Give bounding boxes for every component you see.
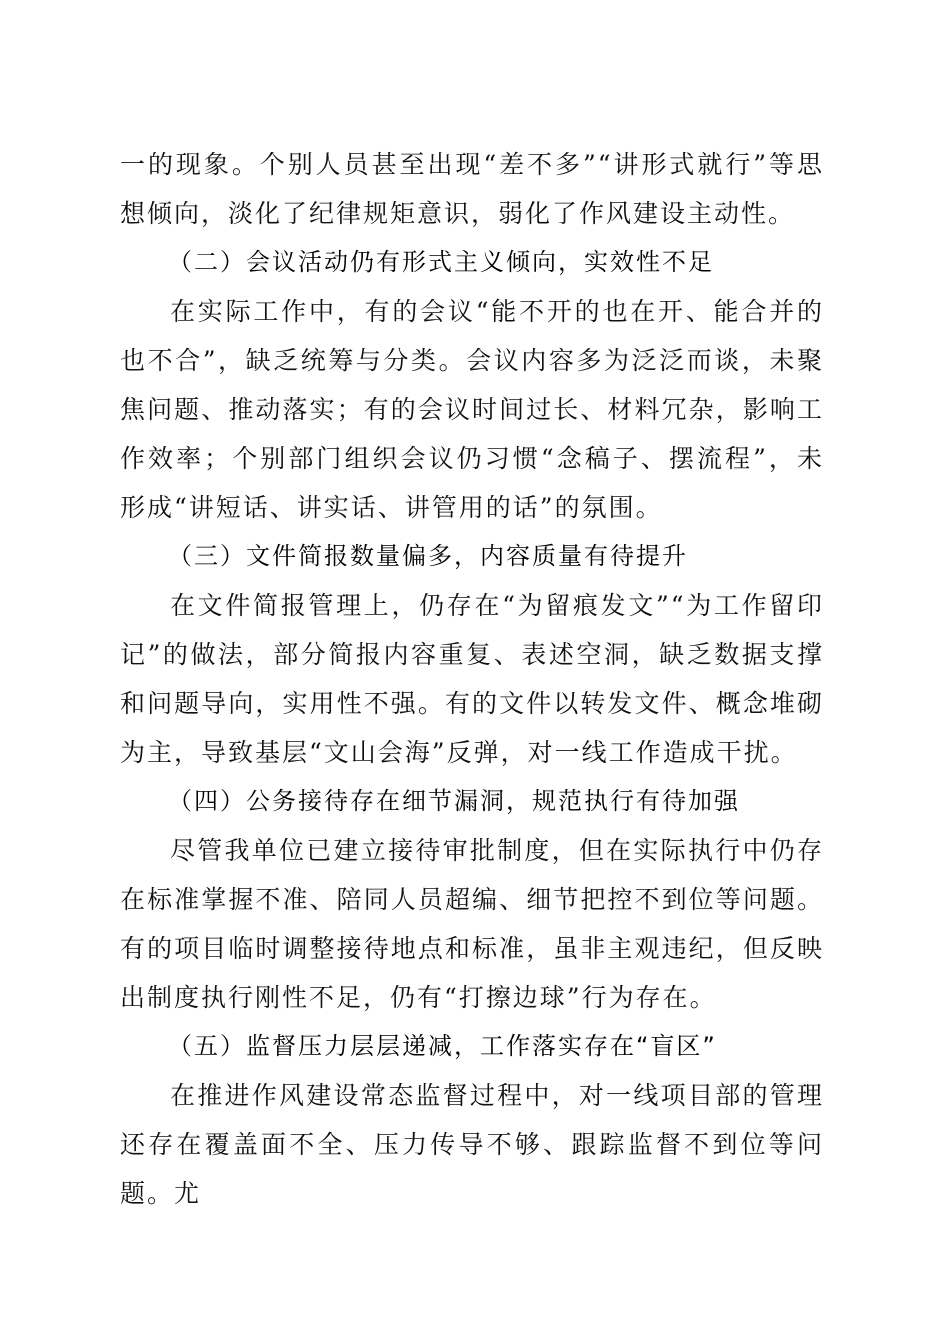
section-heading-4: （四）公务接待存在细节漏洞，规范执行有待加强: [168, 787, 740, 815]
paragraph-supervision: 在推进作风建设常态监督过程中，对一线项目部的管理还存在覆盖面不全、压力传导不够、跟踪监督不到位等问题。尤: [120, 1081, 824, 1208]
paragraph-reception: 尽管我单位已建立接待审批制度，但在实际执行中仍存在标准掌握不准、陪同人员超编、细节把控不到位等问题。有的项目临时调整接待地点和标准，虽非主观违纪，但反映出制度执行刚性不足，仍有“打擦边球”行为存在。: [120, 836, 824, 1012]
document-body: [120, 140, 824, 1218]
paragraph-documents: 在文件简报管理上，仍存在“为留痕发文”“为工作留印记”的做法，部分简报内容重复、表述空洞，缺乏数据支撑和问题导向，实用性不强。有的文件以转发文件、概念堆砌为主，导致基层“文山会海”反弹，对一线工作造成干扰。: [120, 591, 824, 767]
section-heading-3: （三）文件简报数量偏多，内容质量有待提升: [168, 542, 688, 570]
section-heading-5: （五）监督压力层层递减，工作落实存在“盲区”: [168, 1032, 717, 1060]
section-heading-2: （二）会议活动仍有形式主义倾向，实效性不足: [168, 248, 714, 276]
paragraph-continuation: 一的现象。个别人员甚至出现“差不多”“讲形式就行”等思想倾向，淡化了纪律规矩意识，弱化了作风建设主动性。: [120, 150, 824, 228]
paragraph-meetings: 在实际工作中，有的会议“能不开的也在开、能合并的也不合”，缺乏统筹与分类。会议内容多为泛泛而谈，未聚焦问题、推动落实；有的会议时间过长、材料冗杂，影响工作效率；个别部门组织会议仍习惯“念稿子、摆流程”，未形成“讲短话、讲实话、讲管用的话”的氛围。: [120, 297, 824, 522]
